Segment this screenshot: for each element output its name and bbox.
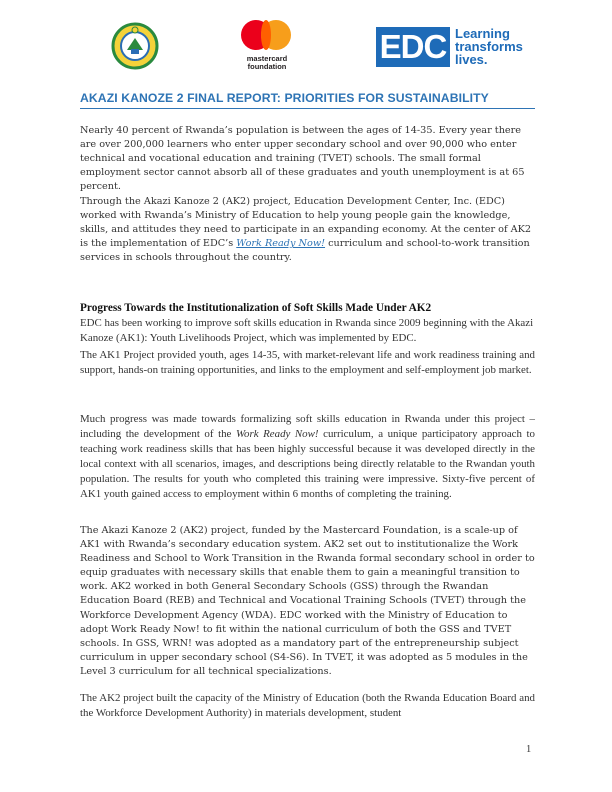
edc-tagline-line: transforms (455, 39, 523, 54)
body-text: curriculum, a unique participatory approach to teaching work readiness skills that has been highly successful because it was developed directly in the local context with all scenarios, images, and descriptions being directly relatable to the Rwandan youth population. The results for youth who completed this training were impressive. Sixty-five percent of AK1 youth gained access to employment within 6 months of completing the training. (80, 428, 535, 501)
body-text: Much progress was made towards formalizing soft skills education in Rwanda under this project – including the development of the (80, 413, 535, 441)
foundation-wordmark: foundation (247, 62, 287, 71)
body-paragraph-ak1-details: The AK1 Project provided youth, ages 14-35, with market-relevant life and work readiness training and support, hands-on training opportunities, and links to the employment and self-employment job market. (80, 349, 535, 377)
edc-wordmark: EDC (376, 27, 450, 67)
work-ready-now-link[interactable]: Work Ready Now! (236, 238, 326, 250)
page-number: 1 (526, 744, 532, 755)
intro-paragraph-ak2 (80, 195, 535, 265)
report-title: AKAZI KANOZE 2 FINAL REPORT: PRIORITIES FOR SUSTAINABILITY (80, 91, 489, 105)
edc-tagline (455, 27, 535, 66)
intro-text: curriculum and school-to-work transition services in schools throughout the country. (80, 238, 530, 264)
body-paragraph-progress (80, 412, 535, 503)
edc-tagline-line: lives. (455, 52, 488, 67)
mastercard-wordmark: mastercard (246, 54, 288, 63)
title-underline-divider (80, 108, 535, 109)
body-paragraph-capacity: The AK2 project built the capacity of the Ministry of Education (both the Rwanda Education Board and the Workforce Development Authority) in materials development, student (80, 692, 535, 720)
intro-text: Through the Akazi Kanoze 2 (AK2) project, Education Development Center, Inc. (EDC) worked with Rwanda’s Ministry of Education to help young people gain the knowledge, skills, and attitudes they need to participate in an expanding economy. At the center of AK2 is the implementation of EDC’s (80, 196, 532, 250)
section-heading: Progress Towards the Institutionalization of Soft Skills Made Under AK2 (80, 302, 432, 314)
edc-logo (376, 27, 526, 71)
body-paragraph-ak1-intro: EDC has been working to improve soft skills education in Rwanda since 2009 beginning with the Akazi Kanoze (AK1): Youth Livelihoods Project, which was implemented by EDC. (80, 317, 534, 345)
curriculum-name: Work Ready Now! (235, 428, 319, 441)
edc-tagline-line: Learning (455, 26, 510, 41)
rwanda-seal-logo (110, 20, 160, 74)
mastercard-overlap (261, 20, 271, 50)
intro-paragraph-population: Nearly 40 percent of Rwanda’s population is between the ages of 14-35. Every year there are over 200,000 learners who enter upper secondary school and over 90,000 who enter technical and vocational education and training (TVET) schools. The small formal employment sector cannot absorb all of these graduates and youth unemployment is at 65 percent. (80, 125, 525, 193)
mastercard-foundation-logo (236, 18, 298, 74)
body-paragraph-ak2-scale-up: The Akazi Kanoze 2 (AK2) project, funded by the Mastercard Foundation, is a scale-up of AK1 with Rwanda’s secondary education system. AK2 set out to institutionalize the Work Readiness and School to Work Transition in the Rwanda formal secondary school in order to equip graduates with necessary skills that enable them to gain a meaningful transition to work. AK2 worked in both General Secondary Schools (GSS) through the Rwandan Education Board (REB) and Technical and Vocational Training Schools (TVET) through the Workforce Development Agency (WDA). EDC worked with the Ministry of Education to adopt Work Ready Now! to fit within the national curriculum of both the GSS and TVET schools. In GSS, WRN! was adopted as a mandatory part of the entrepreneurship subject curriculum in upper secondary school (S4-S6). In TVET, it was adopted as 5 modules in the Level 3 curriculum for all technical specializations. (80, 525, 535, 677)
